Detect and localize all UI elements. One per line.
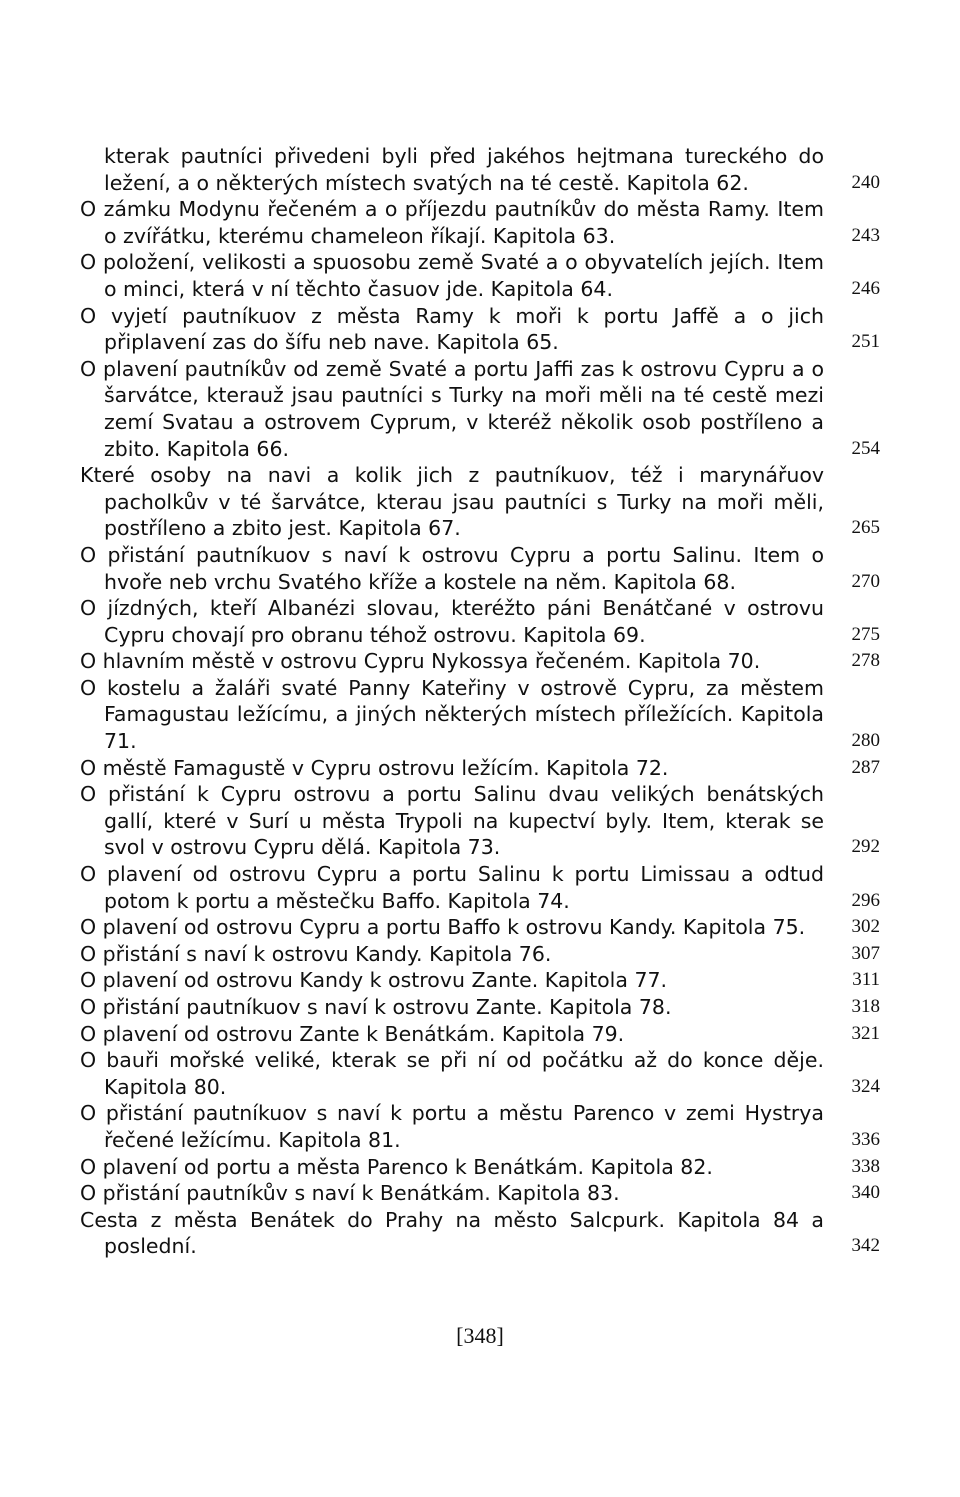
toc-entry — [80, 542, 880, 595]
toc-entry — [80, 861, 880, 914]
toc-entry-page: 265 — [851, 517, 880, 539]
toc-entry-title: O hlavním městě v ostrovu Cypru Nykossya řečeném. Kapitola 70. — [80, 649, 761, 674]
toc-entry — [80, 143, 880, 196]
toc-entry — [80, 356, 880, 462]
toc-entry-title: O přistání s naví k ostrovu Kandy. Kapitola 76. — [80, 941, 552, 966]
toc-entry-page: 311 — [852, 969, 880, 991]
toc-entry-page: 275 — [851, 623, 880, 645]
toc-entry-title: O přistání pautníkuov s naví k ostrovu Cypru a portu Salinu. Item o hvoře neb vrchu Svatého kříže a kostele na něm. Kapitola 68. — [80, 542, 824, 594]
toc-entry-title: O přistání pautníkuov s naví k ostrovu Zante. Kapitola 78. — [80, 995, 672, 1019]
toc-entry — [80, 648, 880, 675]
toc-entry — [80, 781, 880, 861]
toc-entry-page: 321 — [851, 1022, 880, 1044]
toc-entry-page: 254 — [851, 437, 880, 459]
toc-entry-page: 292 — [851, 836, 880, 858]
toc-entry-page: 338 — [851, 1155, 880, 1177]
toc-entry — [80, 303, 880, 356]
toc-entry-page: 318 — [851, 996, 880, 1017]
toc-entry-title: O přistání k Cypru ostrovu a portu Salinu dvau velikých benátských gallí, které v Surí u města Trypoli na kupectví byly. Item, kterak se svol v ostrovu Cypru dělá. Kapitola 73. — [80, 782, 824, 860]
page-number: [348] — [456, 1323, 504, 1348]
toc-entry-title: O plavení od ostrovu Cypru a portu Salinu k portu Limissau a odtud potom k portu a městečku Baffo. Kapitola 74. — [80, 862, 824, 913]
toc-entry — [80, 249, 880, 302]
toc-entry — [80, 1154, 880, 1181]
toc-entry-title: O plavení od ostrovu Cypru a portu Baffo k ostrovu Kandy. Kapitola 75. — [80, 915, 806, 940]
toc-entry — [80, 755, 880, 782]
toc-entry — [80, 941, 880, 968]
toc-entry-page: 287 — [851, 756, 880, 778]
toc-entry-page: 240 — [851, 171, 880, 193]
toc-entry — [80, 1047, 880, 1100]
toc-entry-title: Cesta z města Benátek do Prahy na město Salcpurk. Kapitola 84 a poslední. — [80, 1207, 824, 1259]
toc-entry-page: 270 — [851, 570, 880, 592]
toc-entry-title: kterak pautníci přivedeni byli před jakéhos hejtmana tureckého do ležení, a o některých místech svatých na té cestě. Kapitola 62. — [104, 144, 824, 195]
toc-entry-page: 278 — [851, 650, 880, 672]
toc-entry-title: O kostelu a žaláři svaté Panny Kateřiny v ostrově Cypru, za městem Famagustau ležícímu, a jiných některých místech příležících. Kapitola 71. — [80, 675, 824, 754]
toc-entry-page: 324 — [851, 1075, 880, 1097]
toc-entry — [80, 196, 880, 249]
toc-entry-page: 251 — [851, 331, 880, 353]
toc-entry-title: O vyjetí pautníkuov z města Ramy k moři k portu Jaffě a o jich připlavení zas do šífu neb nave. Kapitola 65. — [80, 303, 824, 355]
toc-entry-page: 307 — [851, 942, 880, 964]
toc-entry-page: 246 — [851, 277, 880, 299]
toc-entry — [80, 462, 880, 542]
toc-entry — [80, 1180, 880, 1207]
toc-entry — [80, 1207, 880, 1260]
toc-entry-title: Které osoby na navi a kolik jich z pautníkuov, též i marynářuov pacholkův v té šarvátce, kterau jsau pautníci s Turky na moři měli, postříleno a zbito jest. Kapitola 67. — [80, 463, 824, 541]
toc-entry — [80, 994, 880, 1021]
toc-entry — [80, 967, 880, 994]
toc-entry — [80, 1100, 880, 1153]
toc-entry — [80, 675, 880, 755]
toc-entry-title: O plavení od portu a města Parenco k Benátkám. Kapitola 82. — [80, 1154, 713, 1179]
toc-entry — [80, 595, 880, 648]
toc-entry-title: O plavení od ostrovu Kandy k ostrovu Zante. Kapitola 77. — [80, 968, 668, 993]
toc-entry-title: O jízdných, kteří Albanézi slovau, kteréžto páni Benátčané v ostrovu Cypru chovají pro obranu téhož ostrovu. Kapitola 69. — [80, 596, 824, 647]
toc-entry-title: O plavení pautníkův od země Svaté a portu Jaffi zas k ostrovu Cypru a o šarvátce, kterauž jsau pautníci s Turky na moři měli na té cestě mezi zemí Svatau a ostrovem Cyprum, v kteréž několik osob postříleno a zbito. Kapitola 66. — [80, 356, 824, 461]
toc-entry — [80, 914, 880, 941]
toc-entry-title: O zámku Modynu řečeném a o příjezdu pautníkův do města Ramy. Item o zvířátku, kterému chameleon říkají. Kapitola 63. — [80, 197, 824, 248]
toc-entry-title: O položení, velikosti a spuosobu země Svaté a o obyvatelích jejích. Item o minci, která v ní těchto časuov jde. Kapitola 64. — [80, 250, 824, 301]
toc-entry-title: O městě Famagustě v Cypru ostrovu ležícím. Kapitola 72. — [80, 755, 669, 780]
toc-entry-page: 340 — [851, 1182, 880, 1204]
toc-entry — [80, 1021, 880, 1048]
toc-entry-title: O přistání pautníkův s naví k Benátkám. Kapitola 83. — [80, 1181, 620, 1206]
toc-entry-title: O přistání pautníkuov s naví k portu a městu Parenco v zemi Hystrya řečené ležícímu. Kapitola 81. — [80, 1101, 824, 1152]
toc-entry-page: 302 — [851, 916, 880, 938]
toc-entry-title: O plavení od ostrovu Zante k Benátkám. Kapitola 79. — [80, 1021, 625, 1046]
toc-entry-page: 336 — [851, 1128, 880, 1150]
toc-entry-page: 296 — [851, 889, 880, 911]
toc-entry-page: 243 — [851, 224, 880, 246]
table-of-contents — [80, 143, 880, 1260]
toc-entry-title: O bauři mořské veliké, kterak se při ní od počátku až do konce děje. Kapitola 80. — [80, 1048, 824, 1099]
toc-entry-page: 342 — [851, 1235, 880, 1257]
toc-entry-page: 280 — [851, 730, 880, 752]
